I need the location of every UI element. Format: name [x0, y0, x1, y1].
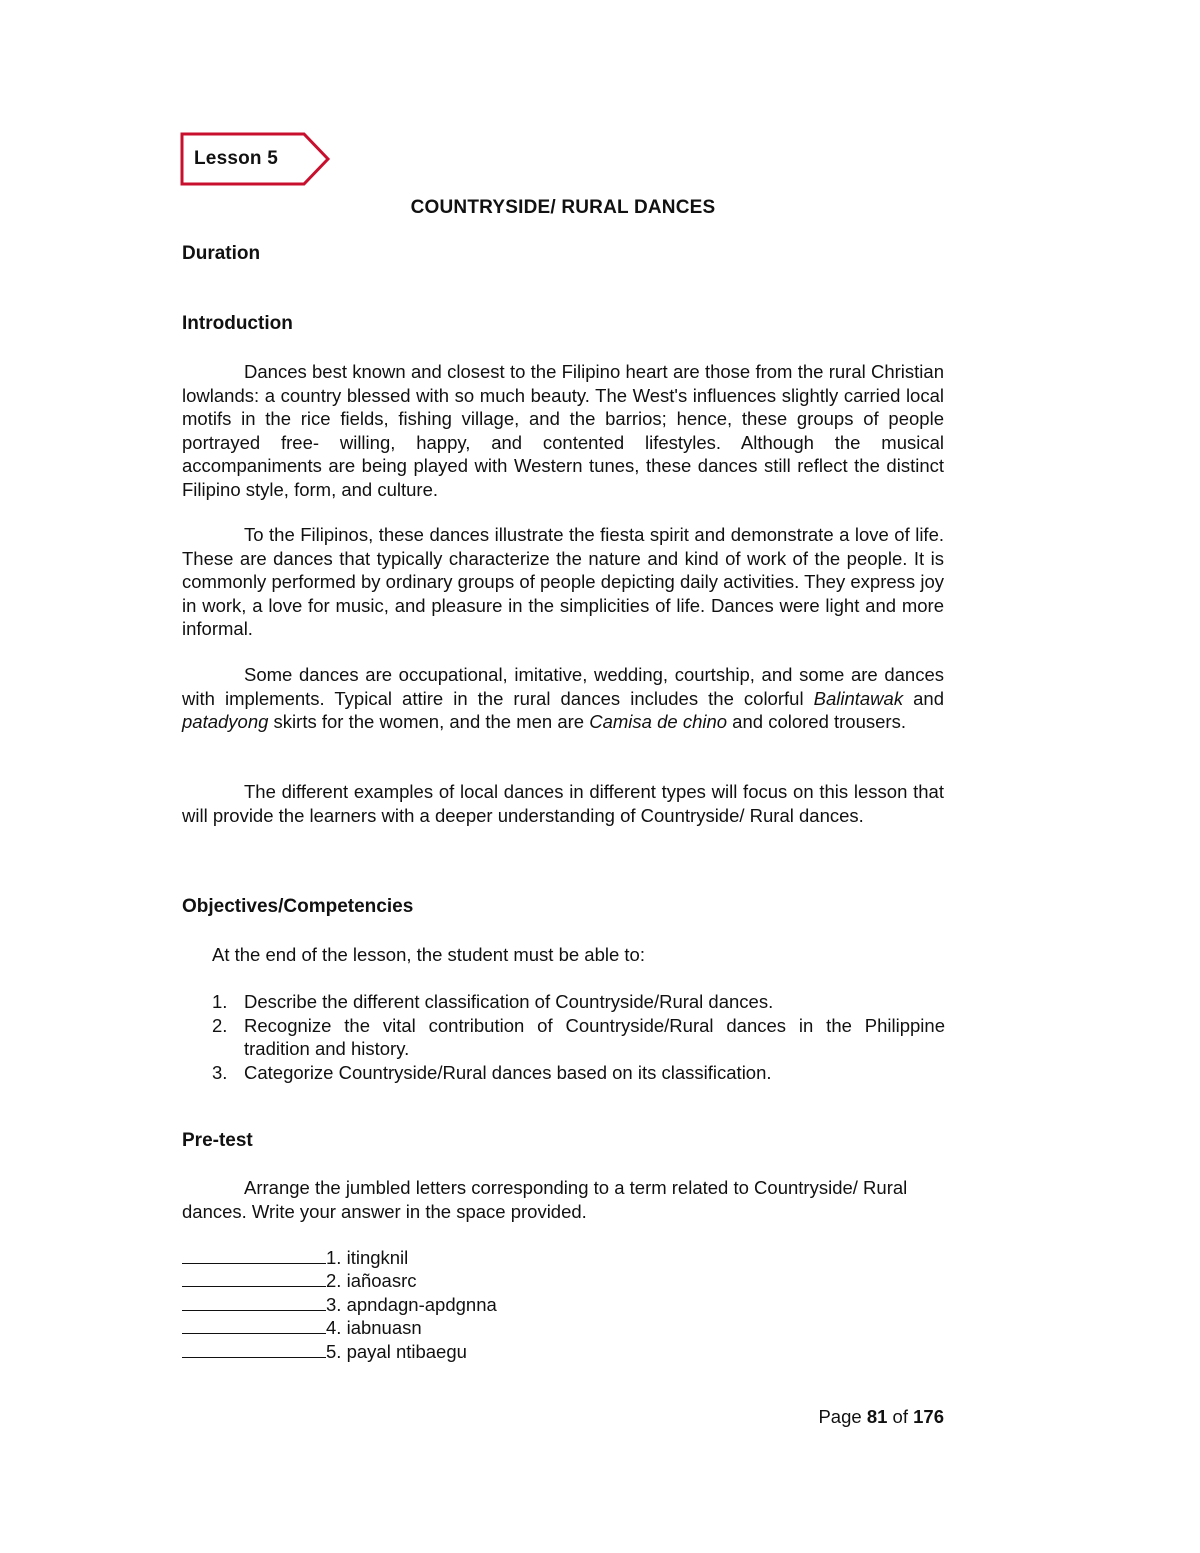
jumbled-word: payal ntibaegu — [346, 1340, 467, 1362]
page-title: COUNTRYSIDE/ RURAL DANCES — [410, 197, 716, 218]
term-camisa-de-chino: Camisa de chino — [589, 711, 728, 732]
pretest-number: 1. — [326, 1247, 342, 1268]
answer-blank[interactable] — [182, 1270, 326, 1287]
pretest-item — [182, 1246, 497, 1269]
intro-paragraph-4: The different examples of local dances in different types will focus on this lesson that will provide the learners with a deeper understanding of Countryside/ Rural dances. — [182, 781, 944, 826]
intro-paragraph-3 — [182, 663, 944, 734]
pretest-number: 2. — [326, 1270, 342, 1292]
objective-number: 3. — [212, 1061, 228, 1083]
page-middle: of — [887, 1406, 914, 1427]
heading-objectives: Objectives/Competencies — [182, 896, 414, 917]
objective-item — [212, 1014, 945, 1061]
intro-p3-text-e: skirts for the women, and the men are — [268, 711, 590, 732]
pretest-instructions: Arrange the jumbled letters corresponding to a term related to Countryside/ Rural dances. Write your answer in the space provided. — [182, 1177, 908, 1222]
answer-blank[interactable] — [182, 1341, 326, 1358]
jumbled-word: apndagn-apdgnna — [346, 1293, 497, 1315]
page-prefix: Page — [818, 1406, 867, 1427]
term-patadyong: patadyong — [182, 711, 269, 732]
pretest-item — [182, 1316, 497, 1339]
jumbled-word: iabnuasn — [346, 1317, 422, 1339]
answer-blank[interactable] — [182, 1247, 326, 1264]
objective-text: Recognize the vital contribution of Countryside/Rural dances in the Philippine tradition and history. — [244, 1014, 945, 1059]
objective-text: Categorize Countryside/Rural dances based on its classification. — [244, 1061, 772, 1083]
heading-pretest: Pre-test — [182, 1130, 253, 1151]
term-balintawak: Balintawak — [813, 687, 904, 709]
jumbled-word: iañoasrc — [346, 1270, 417, 1292]
pretest-number: 3. — [326, 1293, 342, 1315]
pretest-number: 4. — [326, 1317, 342, 1339]
answer-blank[interactable] — [182, 1317, 326, 1334]
answer-blank[interactable] — [182, 1294, 326, 1311]
page-number — [818, 1406, 944, 1428]
objective-number: 1. — [212, 991, 228, 1012]
pretest-number: 5. — [326, 1340, 342, 1362]
heading-duration: Duration — [182, 243, 261, 264]
intro-paragraph-2: To the Filipinos, these dances illustrate the fiesta spirit and demonstrate a love of life. These are dances that typically characterize the nature and kind of work of the people. It is commonly performed by ordinary groups of people depicting daily activities. They express joy in work, a love for music, and pleasure in the simplicities of life. Dances were light and more informal. — [182, 524, 944, 639]
lesson-tag — [180, 132, 332, 188]
intro-p3-text-g: and colored trousers. — [727, 711, 906, 732]
page-current: 81 — [866, 1406, 888, 1427]
page-total: 176 — [913, 1406, 944, 1427]
intro-paragraph-1: Dances best known and closest to the Filipino heart are those from the rural Christian lowlands: a country blessed with so much beauty. The West's influences slightly carried local motifs in the rice fields, fishing village, and the barrios; hence, these groups of people portrayed free- willing, happy, and contented lifestyles. Although the musical accompaniments are being played with Western tunes, these dances still reflect the distinct Filipino style, form, and culture. — [182, 361, 944, 500]
lesson-tag-label: Lesson 5 — [194, 148, 278, 169]
jumbled-word: itingknil — [346, 1247, 409, 1268]
pretest-item — [182, 1269, 497, 1292]
objective-item — [212, 990, 945, 1014]
intro-p3-text-a: Some dances are occupational, imitative, wedding, courtship, and some are dances with implements. Typical attire in the rural dances includes the colorful — [182, 664, 944, 709]
pretest-item — [182, 1293, 497, 1316]
objectives-list — [212, 990, 945, 1084]
objective-number: 2. — [212, 1014, 228, 1036]
pretest-item — [182, 1340, 497, 1363]
objective-text: Describe the different classification of Countryside/Rural dances. — [244, 991, 774, 1012]
pretest-list — [182, 1246, 497, 1363]
objectives-lead: At the end of the lesson, the student must be able to: — [212, 944, 645, 965]
heading-introduction: Introduction — [182, 313, 293, 334]
intro-p3-text-c: and — [903, 687, 944, 709]
objective-item — [212, 1061, 945, 1085]
